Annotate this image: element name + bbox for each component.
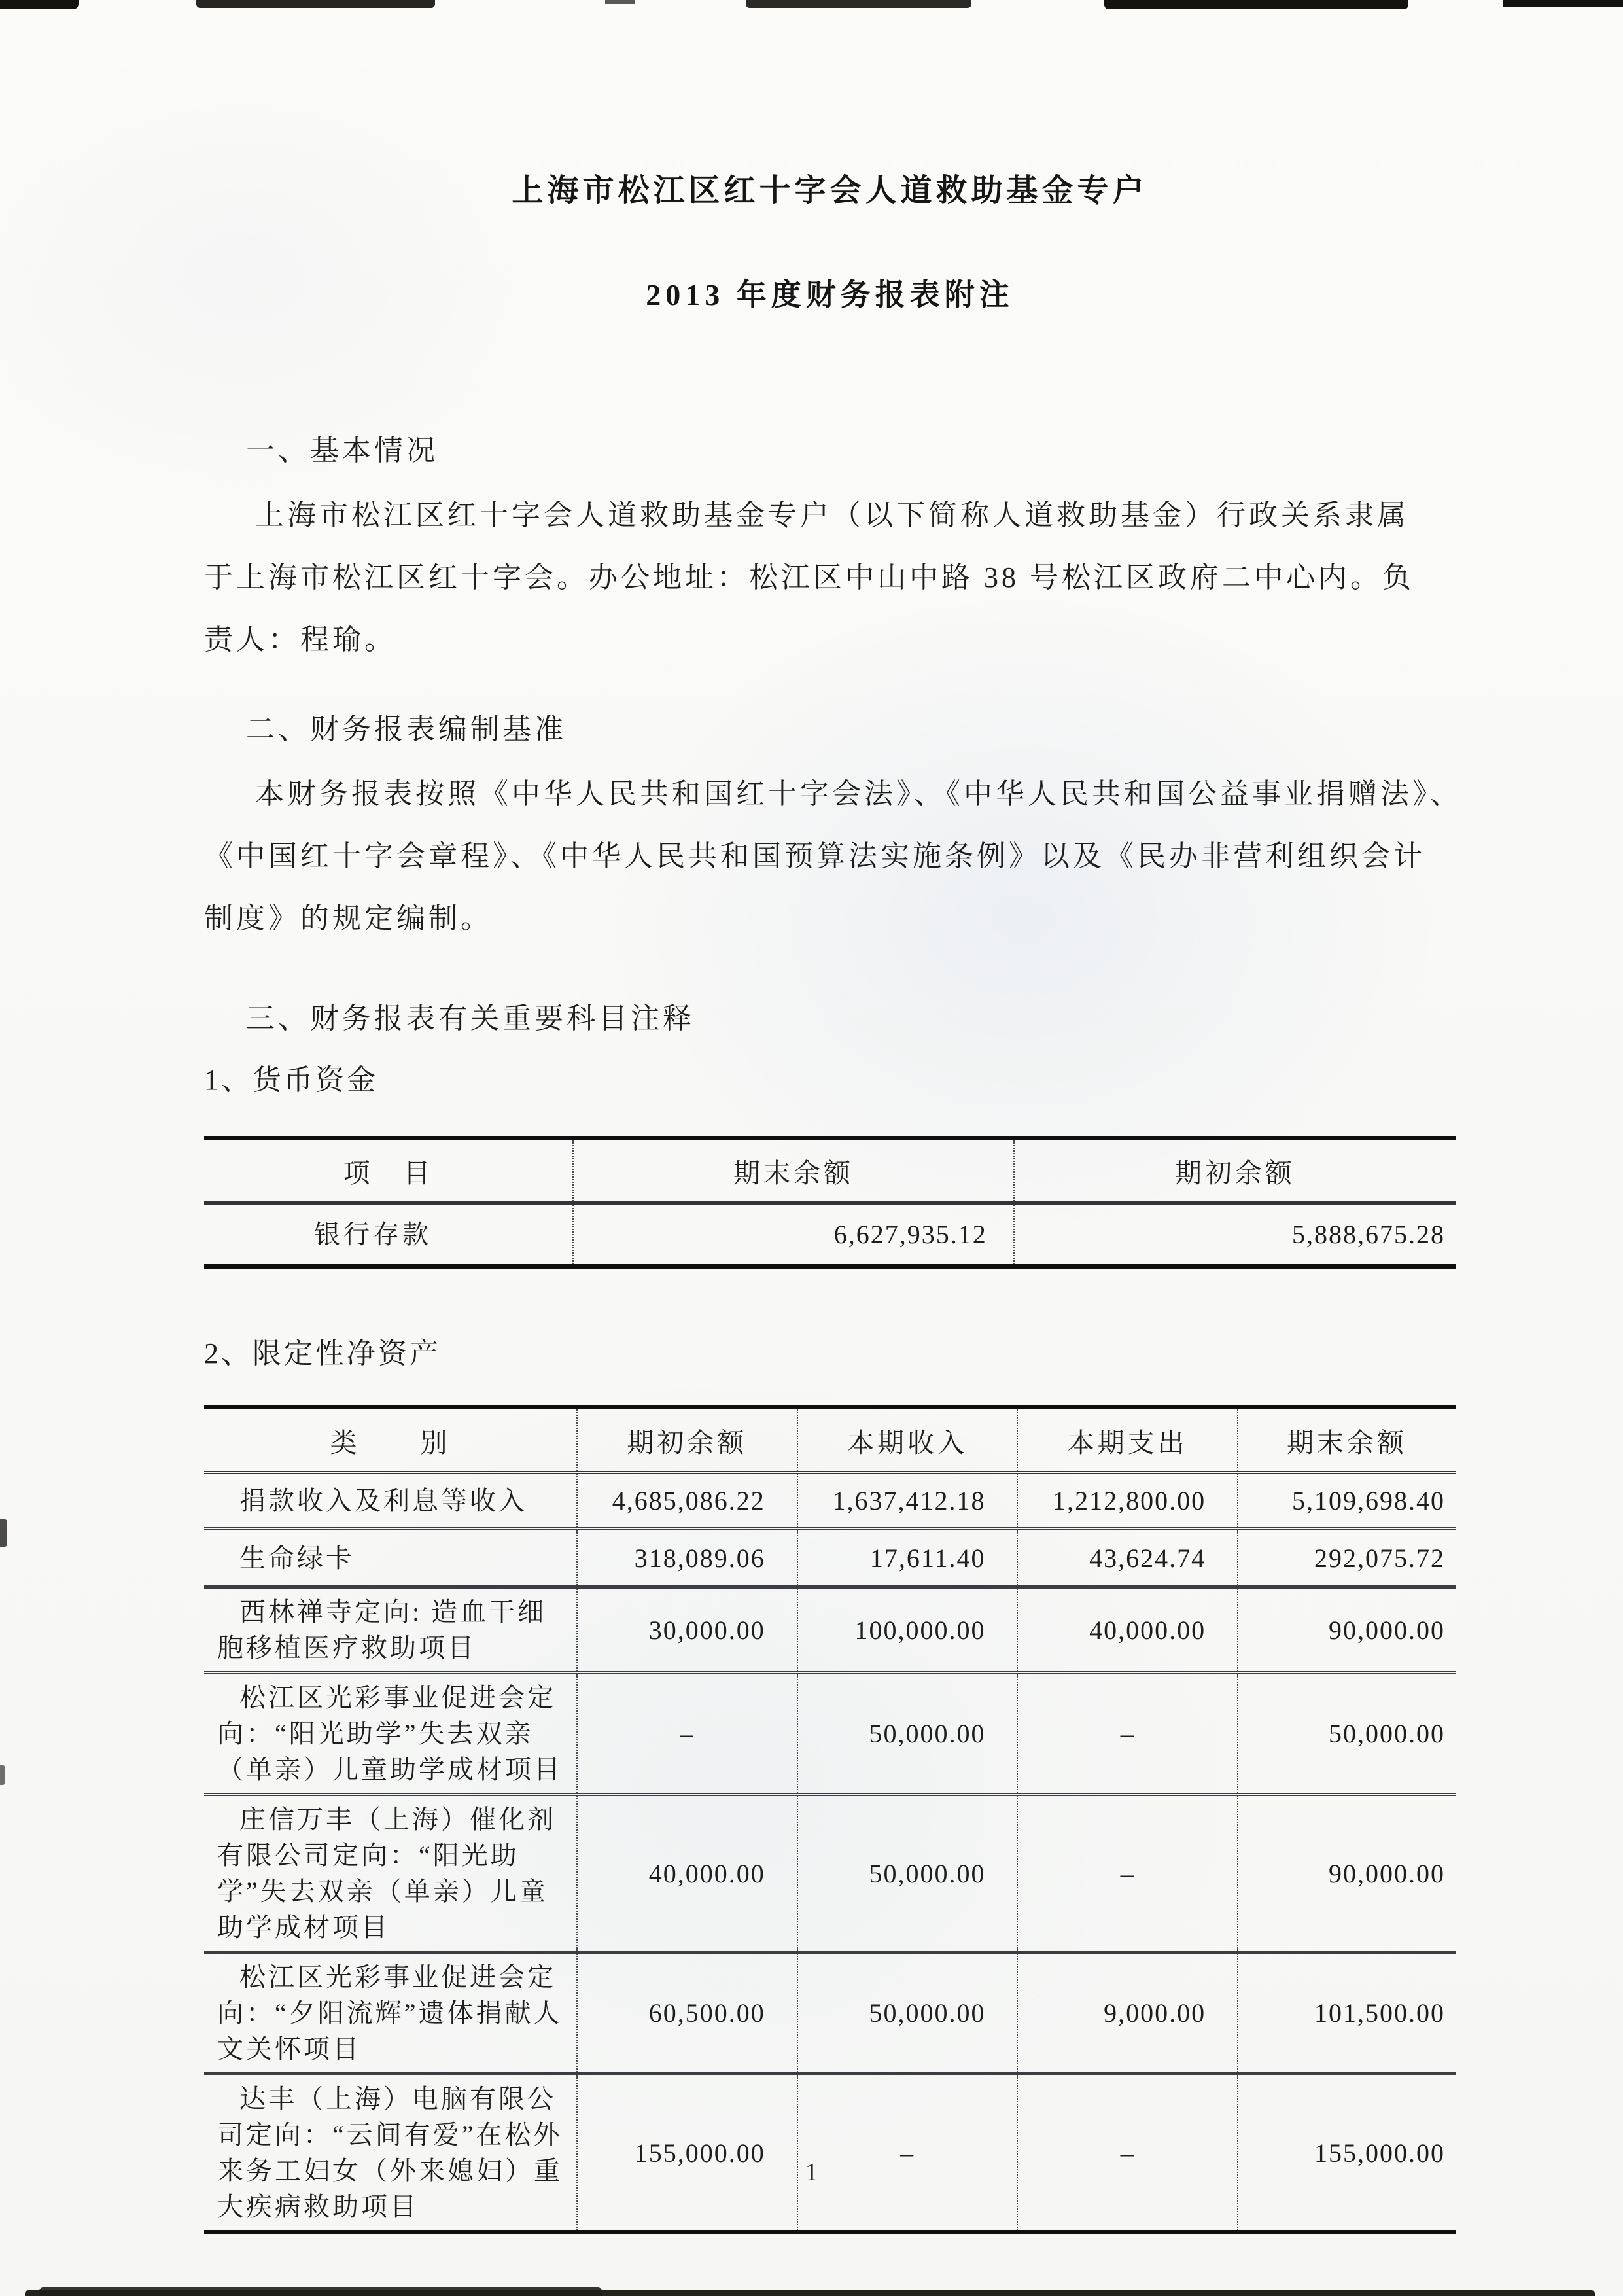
monetary-funds-table xyxy=(204,1136,1456,1269)
column-header: 项 目 xyxy=(343,1158,434,1188)
cell-value: 40,000.00 xyxy=(1017,1587,1238,1673)
cell-value: – xyxy=(1017,1795,1238,1952)
paragraph-line: 于上海市松江区红十字会。办公地址：松江区中山中路 38 号松江区政府二中心内。负 xyxy=(204,561,1414,593)
column-header: 本期支出 xyxy=(1017,1407,1238,1473)
column-header: 期初余额 xyxy=(577,1407,797,1473)
table-row xyxy=(204,1795,1456,1952)
cell-value: – xyxy=(797,2074,1018,2233)
cell-value: – xyxy=(1017,1673,1238,1795)
cell-value: 100,000.00 xyxy=(797,1587,1018,1673)
table-row xyxy=(204,1952,1456,2074)
scan-artifact-bottom xyxy=(39,2287,602,2296)
scan-artifact-top xyxy=(0,0,79,9)
cell-value: 40,000.00 xyxy=(577,1795,797,1952)
cell-value: 155,000.00 xyxy=(1238,2074,1456,2233)
cell-value: 50,000.00 xyxy=(1238,1673,1456,1795)
row-label: 生命绿卡 xyxy=(204,1529,577,1587)
section-2-heading: 二、财务报表编制基准 xyxy=(246,713,567,745)
row-label: 松江区光彩事业促进会定向：“阳光助学”失去双亲（单亲）儿童助学成材项目 xyxy=(204,1673,577,1795)
restricted-net-assets-table-wrap xyxy=(204,1405,1456,2234)
section-2-paragraph xyxy=(204,763,1462,949)
cell-value: 4,685,086.22 xyxy=(577,1473,797,1529)
column-header: 期初余额 xyxy=(1014,1139,1456,1203)
cell-value: 155,000.00 xyxy=(577,2074,797,2233)
scan-artifact-top xyxy=(605,0,635,4)
restricted-net-assets-table xyxy=(204,1405,1456,2234)
column-header: 类 别 xyxy=(330,1427,451,1458)
row-label: 庄信万丰（上海）催化剂有限公司定向：“阳光助学”失去双亲（单亲）儿童助学成材项目 xyxy=(204,1795,577,1952)
cell-value: 43,624.74 xyxy=(1017,1529,1238,1587)
paragraph-line: 责人：程瑜。 xyxy=(204,624,396,656)
table-row xyxy=(204,1473,1456,1529)
cell-value: 17,611.40 xyxy=(797,1529,1018,1587)
cell-value: 50,000.00 xyxy=(797,1673,1018,1795)
row-label: 西林禅寺定向: 造血干细胞移植医疗救助项目 xyxy=(204,1587,577,1673)
table-row xyxy=(204,1673,1456,1795)
scan-artifact-top xyxy=(196,0,435,8)
cell-value: – xyxy=(1017,2074,1238,2233)
cell-value: 30,000.00 xyxy=(577,1587,797,1673)
cell-value: 5,888,675.28 xyxy=(1014,1203,1456,1267)
subsection-1-heading: 1、货币资金 xyxy=(204,1064,378,1096)
document-subtitle: 2013 年度财务报表附注 xyxy=(646,278,1014,311)
scan-artifact-top xyxy=(1503,0,1623,7)
cell-value: 9,000.00 xyxy=(1017,1952,1238,2074)
document-title: 上海市松江区红十字会人道救助基金专户 xyxy=(512,173,1148,208)
table-header-row xyxy=(204,1139,1456,1203)
cell-value: 60,500.00 xyxy=(577,1952,797,2074)
column-header: 期末余额 xyxy=(573,1139,1013,1203)
section-3-heading: 三、财务报表有关重要科目注释 xyxy=(246,1002,695,1034)
scan-artifact-top xyxy=(1104,0,1408,9)
scan-artifact-top xyxy=(746,0,971,8)
row-label: 达丰（上海）电脑有限公司定向：“云间有爱”在松外来务工妇女（外来媳妇）重大疾病救助项目 xyxy=(204,2074,577,2233)
cell-value: 1,212,800.00 xyxy=(1017,1473,1238,1529)
cell-value: 292,075.72 xyxy=(1238,1529,1456,1587)
cell-value: 5,109,698.40 xyxy=(1238,1473,1456,1529)
cell-value: 50,000.00 xyxy=(797,1952,1018,2074)
subsection-2-heading: 2、限定性净资产 xyxy=(204,1337,441,1369)
cell-value: 318,089.06 xyxy=(577,1529,797,1587)
scan-artifact-left xyxy=(0,1519,7,1547)
column-header: 本期收入 xyxy=(797,1407,1018,1473)
cell-value: – xyxy=(577,1673,797,1795)
cell-value: 101,500.00 xyxy=(1238,1952,1456,2074)
cell-value: 90,000.00 xyxy=(1238,1795,1456,1952)
cell-value: 6,627,935.12 xyxy=(573,1203,1013,1267)
monetary-funds-table-wrap xyxy=(204,1136,1456,1269)
section-1-paragraph xyxy=(204,484,1456,671)
row-label: 银行存款 xyxy=(204,1203,573,1267)
page-number: 1 xyxy=(805,2159,818,2186)
table-row xyxy=(204,1203,1456,1267)
scan-artifact-left xyxy=(0,1765,5,1785)
paragraph-line: 本财务报表按照《中华人民共和国红十字会法》、《中华人民共和国公益事业捐赠法》、 xyxy=(255,778,1462,810)
paragraph-line: 制度》的规定编制。 xyxy=(204,902,493,934)
cell-value: 90,000.00 xyxy=(1238,1587,1456,1673)
table-row xyxy=(204,1529,1456,1587)
table-row xyxy=(204,1587,1456,1673)
cell-value: 50,000.00 xyxy=(797,1795,1018,1952)
section-1-heading: 一、基本情况 xyxy=(246,434,438,467)
paragraph-line: 上海市松江区红十字会人道救助基金专户（以下简称人道救助基金）行政关系隶属 xyxy=(255,499,1409,531)
table-header-row xyxy=(204,1407,1456,1473)
row-label: 松江区光彩事业促进会定向：“夕阳流辉”遗体捐献人文关怀项目 xyxy=(204,1952,577,2074)
column-header: 期末余额 xyxy=(1238,1407,1456,1473)
table-row xyxy=(204,2074,1456,2233)
paragraph-line: 《中国红十字会章程》、《中华人民共和国预算法实施条例》以及《民办非营利组织会计 xyxy=(204,840,1425,872)
cell-value: 1,637,412.18 xyxy=(797,1473,1018,1529)
row-label: 捐款收入及利息等收入 xyxy=(204,1473,577,1529)
